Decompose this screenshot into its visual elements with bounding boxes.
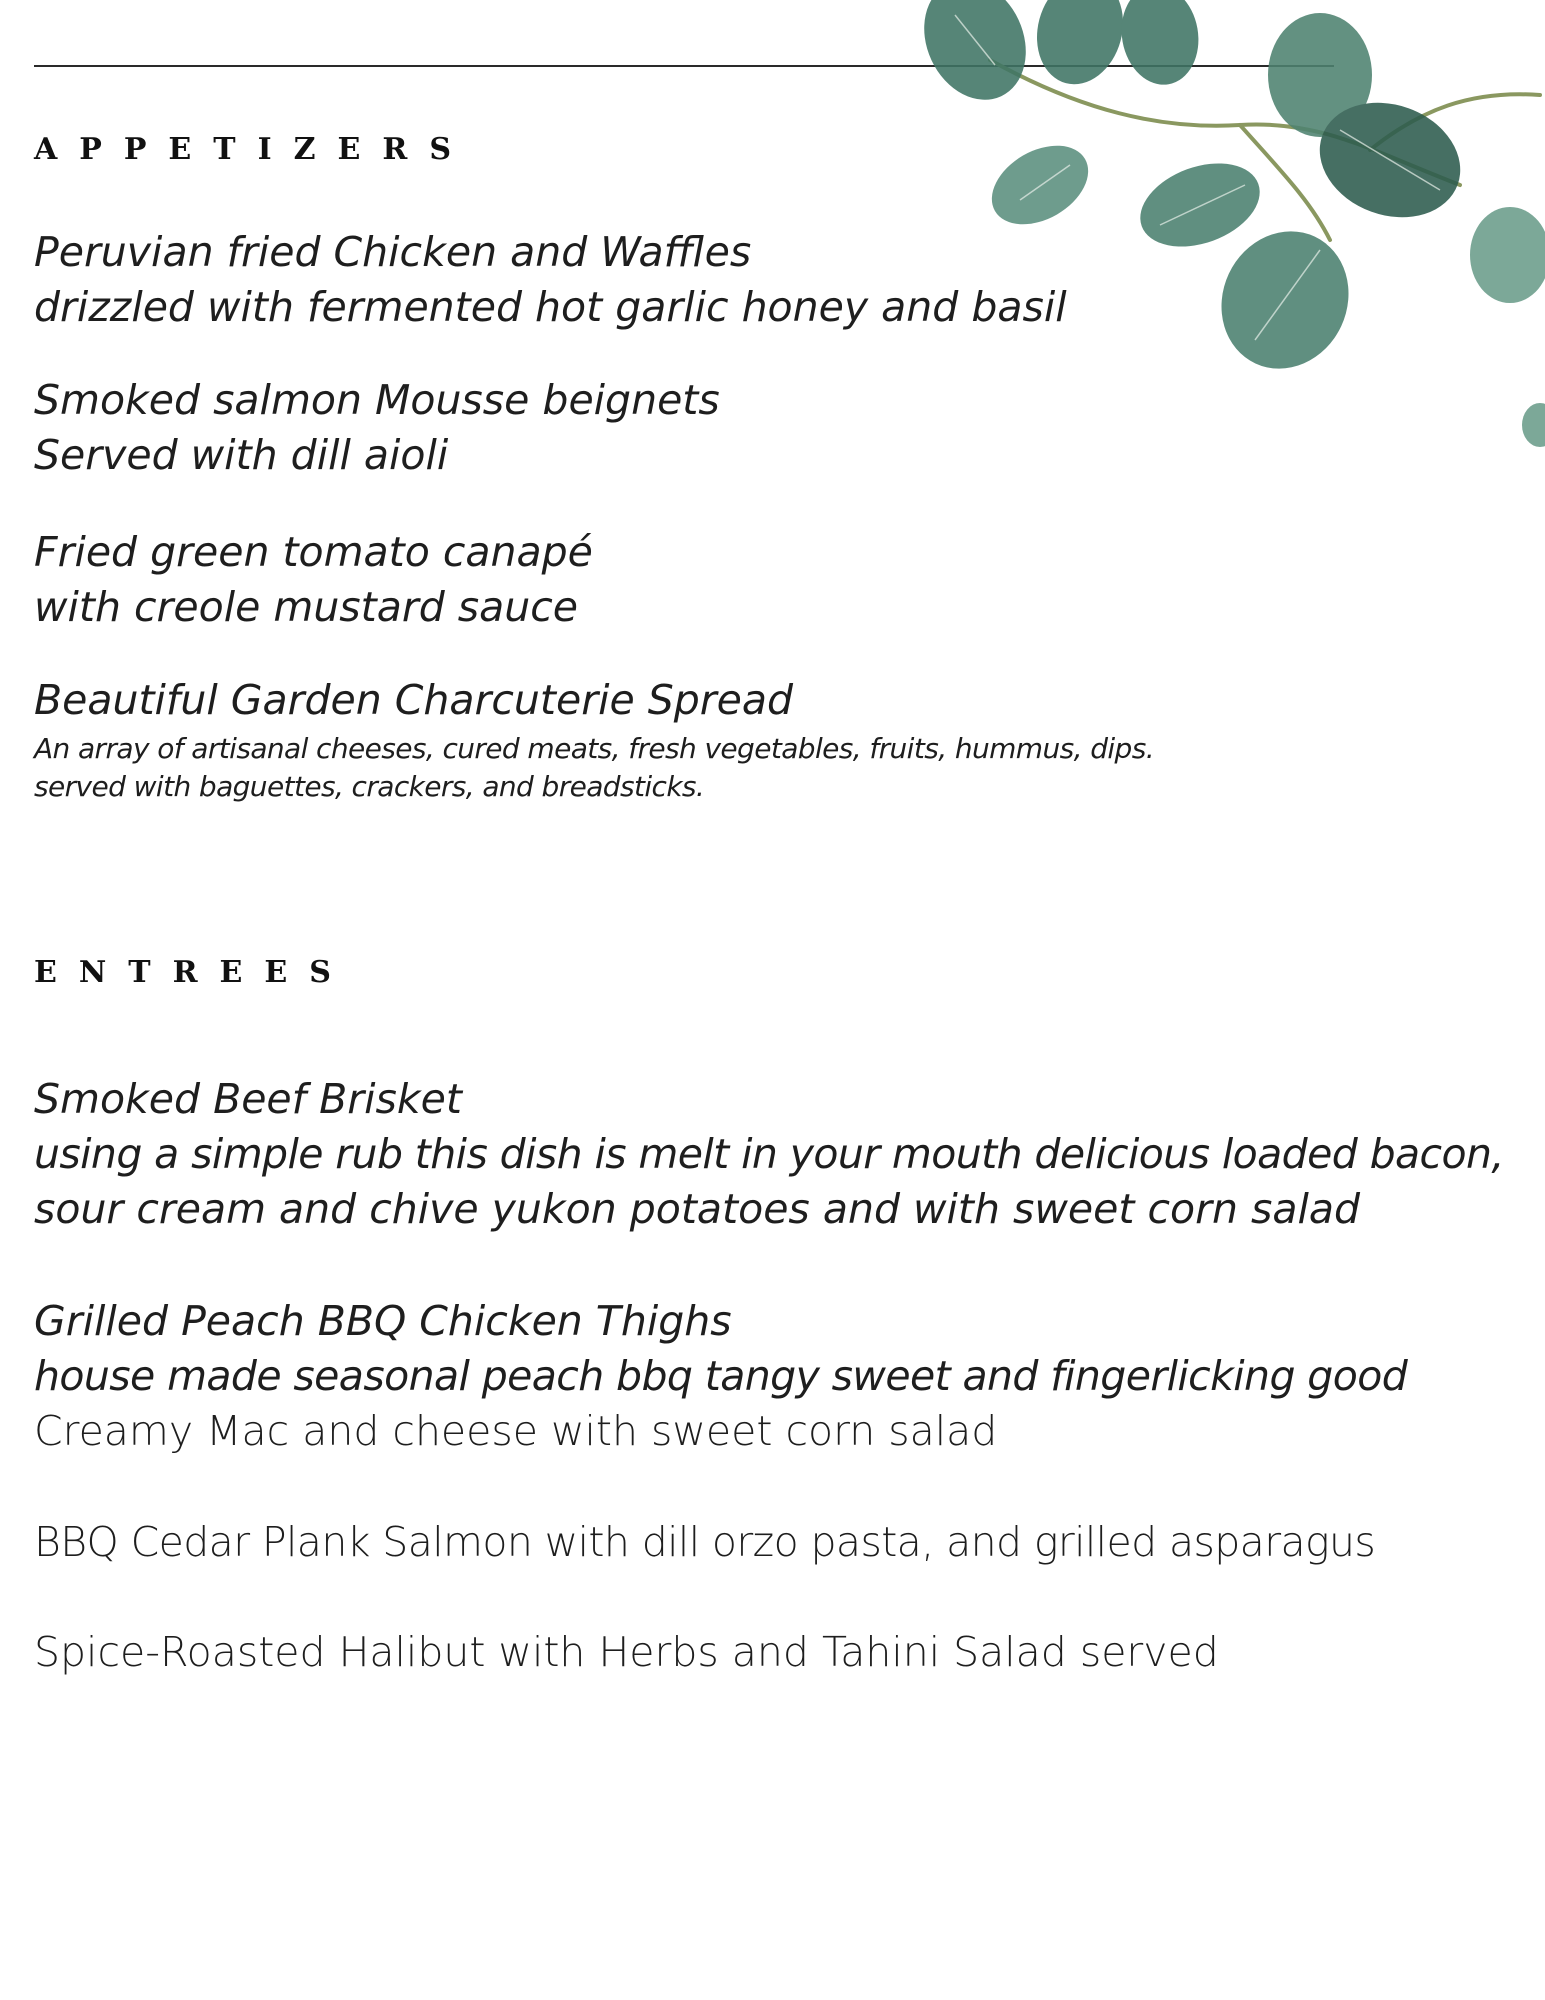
eucalyptus-leaves-icon (900, 0, 1545, 460)
appetizer-description: served with baguettes, crackers, and breadsticks. (34, 770, 705, 803)
appetizer-description: with creole mustard sauce (34, 583, 579, 631)
appetizer-name: Fried green tomato canapé (34, 528, 593, 576)
entree-name: Smoked Beef Brisket (34, 1075, 462, 1123)
entree-name: Grilled Peach BBQ Chicken Thighs (34, 1297, 732, 1345)
appetizer-description: drizzled with fermented hot garlic honey and basil (34, 283, 1067, 331)
entree-name: Spice-Roasted Halibut with Herbs and Tahini Salad served (34, 1628, 1219, 1676)
entree-description: sour cream and chive yukon potatoes and with sweet corn salad (34, 1185, 1360, 1233)
entree-name: BBQ Cedar Plank Salmon with dill orzo pasta, and grilled asparagus (34, 1518, 1376, 1566)
entree-description: using a simple rub this dish is melt in your mouth delicious loaded bacon, (34, 1130, 1504, 1178)
entrees-heading: ENTREES (34, 955, 353, 990)
appetizer-description: Served with dill aioli (34, 431, 449, 479)
appetizer-name: Peruvian fried Chicken and Waffles (34, 228, 752, 276)
appetizer-name: Smoked salmon Mousse beignets (34, 376, 720, 424)
entree-description: Creamy Mac and cheese with sweet corn salad (34, 1407, 998, 1455)
appetizer-name: Beautiful Garden Charcuterie Spread (34, 676, 794, 724)
entree-description: house made seasonal peach bbq tangy sweet and fingerlicking good (34, 1352, 1408, 1400)
appetizer-description: An array of artisanal cheeses, cured meats, fresh vegetables, fruits, hummus, dips. (34, 732, 1155, 765)
appetizers-heading: APPETIZERS (34, 132, 473, 167)
